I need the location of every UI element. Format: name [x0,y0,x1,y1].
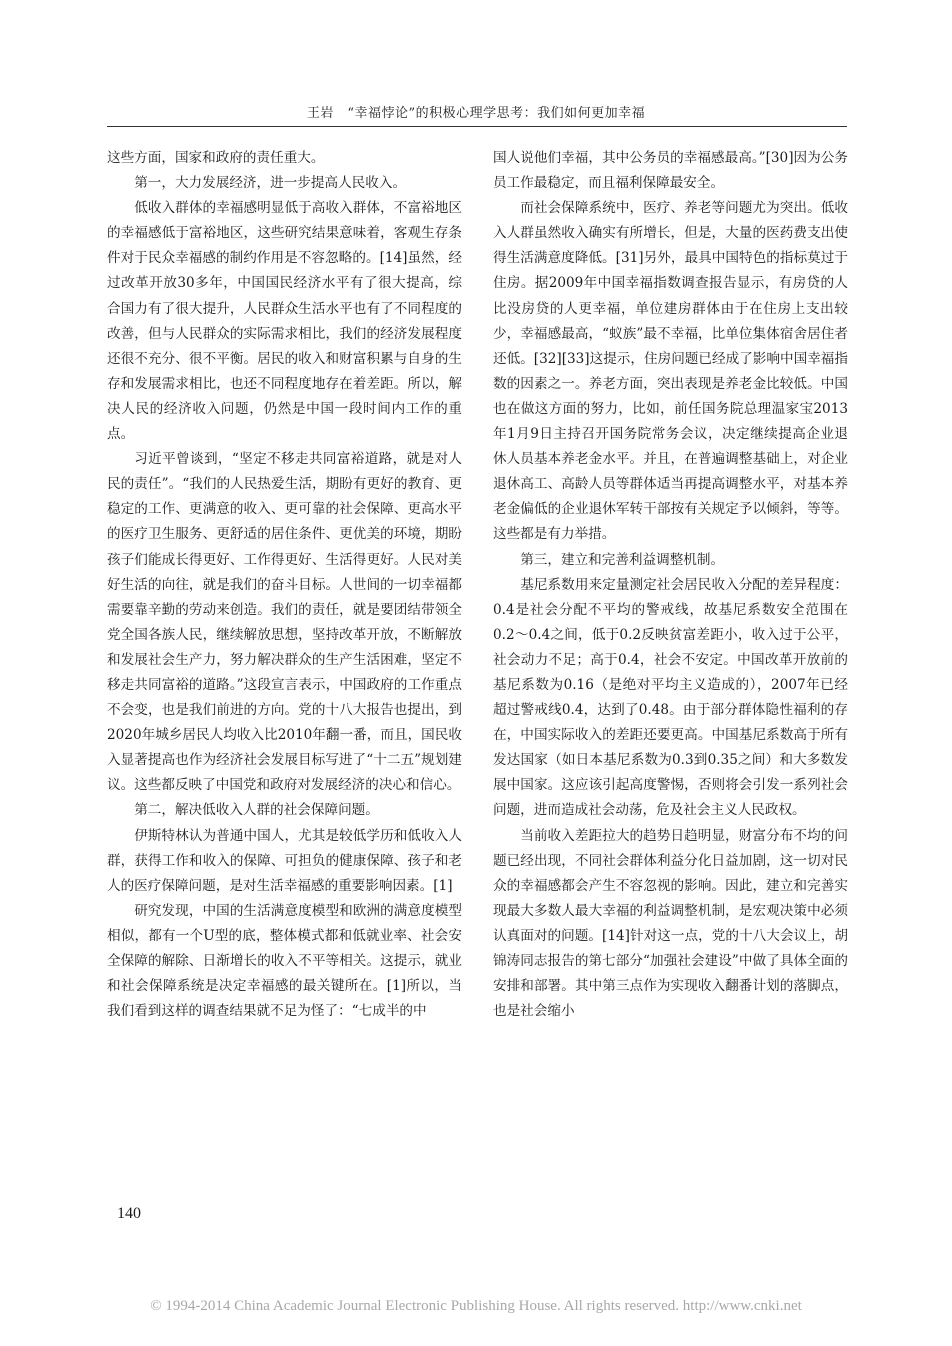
paragraph: 而社会保障系统中，医疗、养老等问题尤为突出。低收入人群虽然收入确实有所增长，但是，大量的医药费支出使得生活满意度降低。[31]另外，最具中国特色的指标莫过于住房。据2009年中国幸福指数调查报告显示，有房贷的人比没房贷的人更幸福，单位建房群体由于在住房上支出较少，幸福感最高，“蚁族”最不幸福，比单位集体宿舍居住者还低。[32][33]这提示，住房问题已经成了影响中国幸福指数的因素之一。养老方面，突出表现是养老金比较低。中国也在做这方面的努力，比如，前任国务院总理温家宝2013年1月9日主持召开国务院常务会议，决定继续提高企业退休人员基本养老金水平。并且，在普遍调整基础上，对企业退休高工、高龄人员等群体适当再提高调整水平，对基本养老金偏低的企业退休军转干部按有关规定予以倾斜，等等。这些都是有力举措。 [493,200,848,543]
paragraph: 这些方面，国家和政府的责任重大。 [107,150,325,166]
paragraph: 第三，建立和完善利益调整机制。 [520,551,725,568]
running-header: 王岩 “幸福悖论”的积极心理学思考：我们如何更加幸福 [306,106,646,121]
paragraph: 低收入群体的幸福感明显低于高收入群体，不富裕地区的幸福感低于富裕地区，这些研究结果意味着，客观生存条件对于民众幸福感的制约作用是不容忽略的。[14]虽然，经过改革开放30多年，中国国民经济水平有了很大提高，综合国力有了很大提升，人民群众生活水平也有了不同程度的改善，但与人民群众的实际需求相比，我们的经济发展程度还很不充分、很不平衡。居民的收入和财富积累与自身的生存和发展需求相比，也还不同程度地存在着差距。所以，解决人民的经济收入问题，仍然是中国一段时间内工作的重点。 [107,200,462,443]
paragraph: 习近平曾谈到，“坚定不移走共同富裕道路，就是对人民的责任”。“我们的人民热爱生活，期盼有更好的教育、更稳定的工作、更满意的收入、更可靠的社会保障、更高水平的医疗卫生服务、更舒适的居住条件、更优美的环境，期盼孩子们能成长得更好、工作得更好、生活得更好。人民对美好生活的向往，就是我们的奋斗目标。人世间的一切幸福都需要靠辛勤的劳动来创造。我们的责任，就是要团结带领全党全国各族人民，继续解放思想，坚持改革开放，不断解放和发展社会生产力，努力解决群众的生产生活困难，坚定不移走共同富裕的道路。”这段宣言表示，中国政府的工作重点不会变，也是我们前进的方向。党的十八大报告也提出，到2020年城乡居民人均收入比2010年翻一番，而且，国民收入显著提高也作为经济社会发展目标写进了“十二五”规划建议。这些都反映了中国党和政府对发展经济的决心和信心。 [107,451,462,794]
paragraph: 第一，大力发展经济，进一步提高人民收入。 [134,175,407,192]
paragraph: 当前收入差距拉大的趋势日趋明显，财富分布不均的问题已经出现，不同社会群体利益分化日益加剧，这一切对民众的幸福感都会产生不容忽视的影响。因此，建立和完善实现最大多数人最大幸福的利益调整机制，是宏观决策中必须认真面对的问题。[14]针对这一点，党的十八大会议上，胡锦涛同志报告的第七部分“加强社会建设”中做了具体全面的安排和部署。其中第三点作为实现收入翻番计划的落脚点，也是社会缩小 [493,827,848,1020]
right-column [493,146,848,1024]
page-number: 140 [117,1205,141,1222]
paragraph: 第二，解决低收入人群的社会保障问题。 [134,802,379,819]
paragraph: 研究发现，中国的生活满意度模型和欧洲的满意度模型相似，都有一个U型的底，整体模式都和低就业率、社会安全保障的解除、日渐增长的收入不平等相关。这提示，就业和社会保障系统是决定幸福感的最关键所在。[1]所以，当我们看到这样的调查结果就不足为怪了：“七成半的中 [107,902,462,1020]
paragraph: 国人说他们幸福，其中公务员的幸福感最高。”[30]因为公务员工作最稳定，而且福利保障最安全。 [493,150,848,192]
left-column [107,146,462,1024]
paragraph: 基尼系数用来定量测定社会居民收入分配的差异程度：0.4是社会分配不平均的警戒线，故基尼系数安全范围在0.2～0.4之间，低于0.2反映贫富差距小，收入过于公平，社会动力不足；高于0.4，社会不安定。中国改革开放前的基尼系数为0.16（是绝对平均主义造成的），2007年已经超过警戒线0.4，达到了0.48。由于部分群体隐性福利的存在，中国实际收入的差距还要更高。中国基尼系数高于所有发达国家（如日本基尼系数为0.3到0.35之间）和大多数发展中国家。这应该引起高度警惕，否则将会引发一系列社会问题，进而造成社会动荡，危及社会主义人民政权。 [493,576,848,819]
header-rule [107,126,847,127]
copyright-footer: © 1994-2014 China Academic Journal Electronic Publishing House. All rights reserved. http://www.cnki.net [150,1298,802,1314]
paragraph: 伊斯特林认为普通中国人，尤其是较低学历和低收入人群，获得工作和收入的保障、可担负的健康保障、孩子和老人的医疗保障问题，是对生活幸福感的重要影响因素。[1] [107,827,462,894]
